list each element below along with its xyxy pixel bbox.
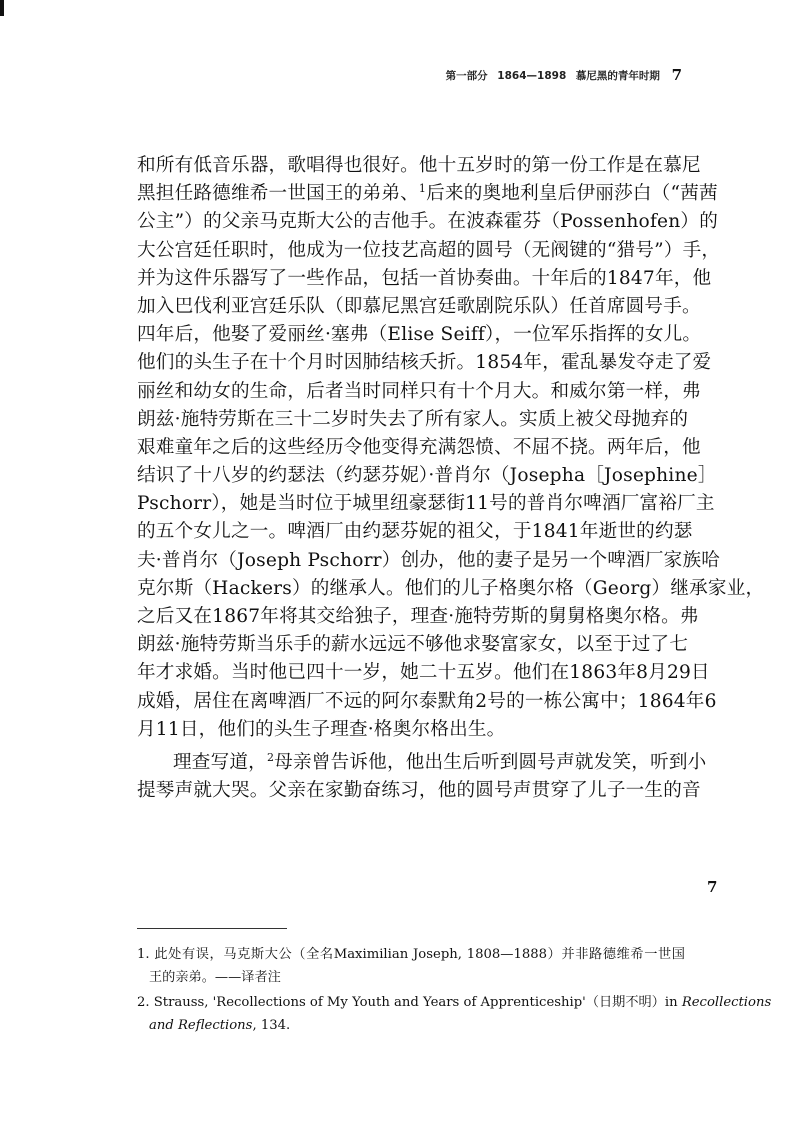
footnote-italic-title: Recollections bbox=[681, 995, 772, 1010]
body-line: 艰难童年之后的这些经历令他变得充满怨愤、不屈不挠。两年后，他 bbox=[137, 436, 701, 458]
page-edge-mark bbox=[0, 0, 4, 16]
body-line-text: 母亲曾告诉他，他出生后听到圆号声就发笑，听到小 bbox=[274, 751, 707, 773]
footnote-1 bbox=[137, 944, 685, 989]
body-line: 夫·普肖尔（Joseph Pschorr）创办，他的妻子是另一个啤酒厂家族哈 bbox=[137, 549, 721, 571]
body-line: 丽丝和幼女的生命，后者当时同样只有十个月大。和威尔第一样，弗 bbox=[137, 380, 701, 402]
running-head-page-number: 7 bbox=[671, 66, 682, 84]
body-line: 月11日，他们的头生子理查·格奥尔格出生。 bbox=[137, 718, 506, 740]
body-line: 克尔斯（Hackers）的继承人。他们的儿子格奥尔格（Georg）继承家业， bbox=[137, 577, 765, 599]
footnote-line: 1. 此处有误，马克斯大公（全名Maximilian Joseph, 1808—1888）并非路德维希一世国 bbox=[137, 947, 685, 962]
footnote-italic-title: and Reflections bbox=[149, 1017, 253, 1033]
body-line: 结识了十八岁的约瑟法（约瑟芬妮）·普肖尔（Josepha［Josephine］ bbox=[137, 465, 717, 487]
footnote-line bbox=[137, 1015, 685, 1038]
body-line: 四年后，他娶了爱丽丝·塞弗（Elise Seiff），一位军乐指挥的女儿。 bbox=[137, 324, 702, 346]
footnotes bbox=[137, 944, 772, 1037]
body-line: 并为这件乐器写了一些作品，包括一首协奏曲。十年后的1847年，他 bbox=[137, 267, 712, 289]
body-line: 和所有低音乐器，歌唱得也很好。他十五岁时的第一份工作是在慕尼 bbox=[137, 155, 701, 176]
body-line bbox=[137, 180, 718, 208]
running-head-part: 第一部分 bbox=[445, 70, 488, 82]
footnote-text: , 134. bbox=[252, 1017, 291, 1033]
body-line: Pschorr），她是当时位于城里纽豪瑟街11号的普肖尔啤酒厂富裕厂主 bbox=[137, 493, 715, 515]
body-line: 加入巴伐利亚宫廷乐队（即慕尼黑宫廷歌剧院乐队）任首席圆号手。 bbox=[137, 295, 701, 317]
running-head-years: 1864—1898 bbox=[497, 70, 567, 82]
body-line bbox=[137, 749, 707, 777]
body-line-text: 理查写道， bbox=[173, 751, 267, 773]
footnote-ref-2: 2 bbox=[266, 750, 275, 764]
footnote-divider bbox=[137, 928, 287, 929]
body-line: 朗兹·施特劳斯在三十二岁时失去了所有家人。实质上被父母抛弃的 bbox=[137, 408, 689, 430]
body-line: 提琴声就大哭。父亲在家勤奋练习，他的圆号声贯穿了儿子一生的音 bbox=[137, 780, 701, 802]
footnote-2 bbox=[137, 992, 772, 1037]
footnote-line: 王的亲弟。——译者注 bbox=[149, 969, 281, 985]
body-line: 年才求婚。当时他已四十一岁，她二十五岁。他们在1863年8月29日 bbox=[137, 662, 710, 684]
body-line: 之后又在1867年将其交给独子，理查·施特劳斯的舅舅格奥尔格。弗 bbox=[137, 606, 699, 627]
body-line: 他们的头生子在十个月时因肺结核夭折。1854年，霍乱暴发夺走了爱 bbox=[137, 352, 712, 374]
footnote-line bbox=[137, 992, 772, 1015]
footnote-text: 2. Strauss, 'Recollections of My Youth and Years of Apprenticeship'（日期不明）in bbox=[137, 995, 682, 1010]
body-text bbox=[137, 152, 765, 805]
body-line-text: 黑担任路德维希一世国王的弟弟、 bbox=[137, 183, 419, 205]
body-line: 的五个女儿之一。啤酒厂由约瑟芬妮的祖父，于1841年逝世的约瑟 bbox=[137, 521, 693, 543]
body-line: 公主”）的父亲马克斯大公的吉他手。在波森霍芬（Possenhofen）的 bbox=[137, 211, 719, 233]
body-line-text: 后来的奥地利皇后伊丽莎白（“茜茜 bbox=[426, 183, 718, 205]
body-line: 大公宫廷任职时，他成为一位技艺高超的圆号（无阀键的“猎号”）手， bbox=[137, 239, 721, 261]
body-line: 朗兹·施特劳斯当乐手的薪水远远不够他求娶富家女，以至于过了七 bbox=[137, 634, 689, 656]
running-head-title: 慕尼黑的青年时期 bbox=[575, 70, 660, 82]
running-head bbox=[140, 66, 682, 84]
margin-page-number: 7 bbox=[707, 878, 718, 896]
body-line: 成婚，居住在离啤酒厂不远的阿尔泰默角2号的一栋公寓中；1864年6 bbox=[137, 690, 717, 712]
footnote-ref-1: 1 bbox=[418, 182, 427, 196]
